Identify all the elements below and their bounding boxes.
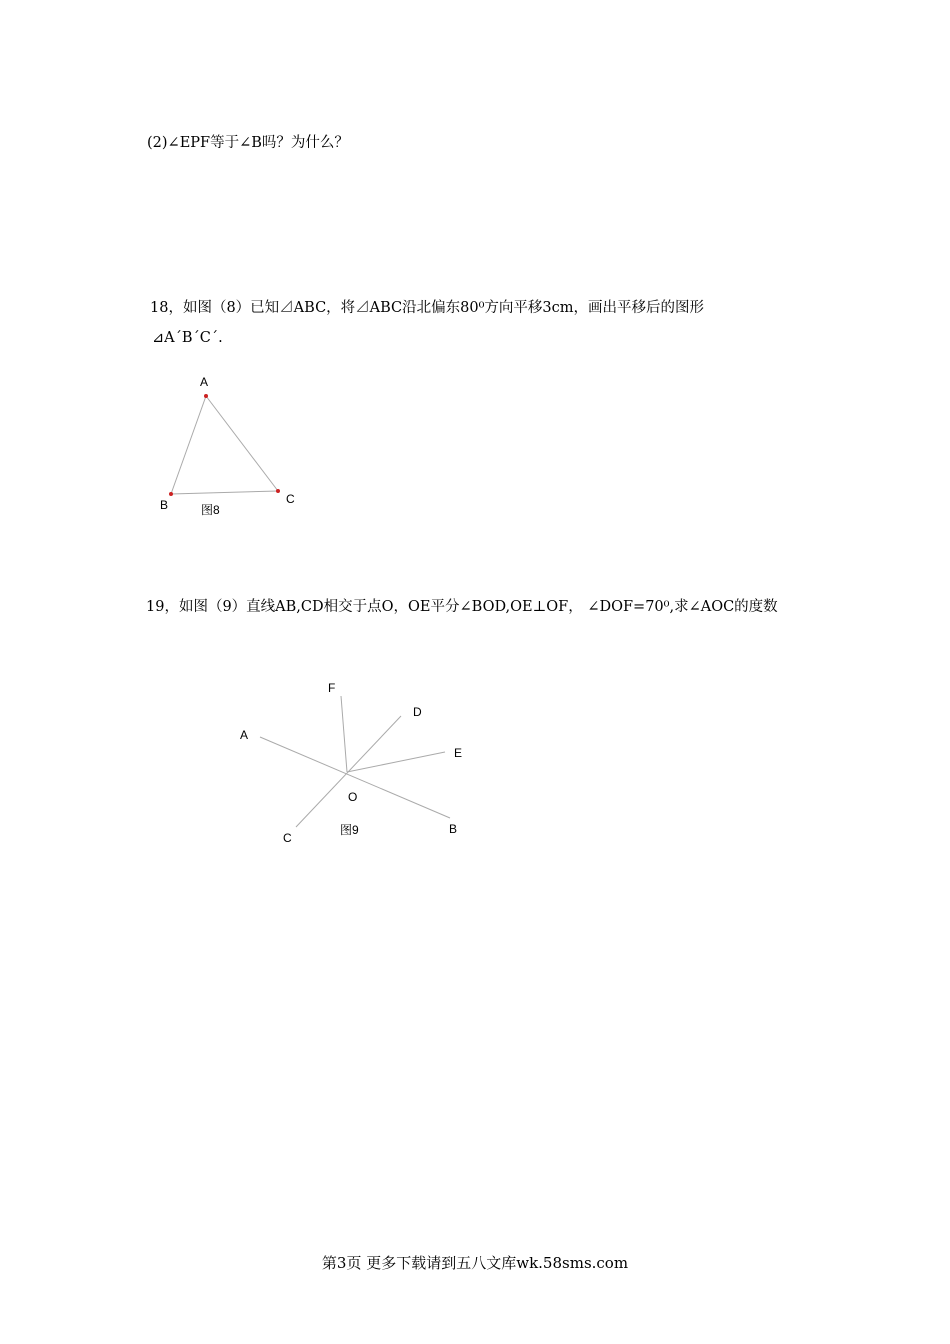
point-b xyxy=(169,492,173,496)
ray-oe xyxy=(347,752,445,772)
label-a: A xyxy=(240,728,249,742)
point-c xyxy=(276,489,280,493)
label-c: C xyxy=(283,831,292,845)
point-a xyxy=(204,394,208,398)
page-footer: 第3页 更多下载请到五八文库wk.58sms.com xyxy=(321,1254,629,1272)
question-18-line-1: 18，如图（8）已知⊿ABC，将⊿ABC沿北偏东80⁰方向平移3cm，画出平移后的图形 xyxy=(150,300,705,316)
triangle-abc xyxy=(171,396,278,494)
label-f: F xyxy=(328,681,336,695)
figure-9-lines xyxy=(230,670,480,860)
line-ab xyxy=(260,737,450,818)
label-a: A xyxy=(200,375,209,389)
label-b: B xyxy=(449,822,458,836)
figure-8-triangle xyxy=(150,370,320,530)
figure-8-caption: 图8 xyxy=(201,503,220,517)
question-17-part-2: (2)∠EPF等于∠B吗？为什么？ xyxy=(147,135,349,151)
label-e: E xyxy=(454,746,463,760)
question-18-line-2: ⊿A´B´C´. xyxy=(152,330,223,346)
ray-of xyxy=(341,696,347,772)
label-o: O xyxy=(348,790,358,804)
question-19: 19，如图（9）直线AB,CD相交于点O，OE平分∠BOD,OE⊥OF， ∠DOF=70⁰,求∠AOC的度数 xyxy=(146,599,778,615)
figure-9-caption: 图9 xyxy=(340,823,359,837)
label-d: D xyxy=(413,705,422,719)
side-ca xyxy=(206,396,278,491)
side-bc xyxy=(171,491,278,494)
label-c: C xyxy=(286,492,295,506)
label-b: B xyxy=(160,498,169,512)
side-ab xyxy=(171,396,206,494)
